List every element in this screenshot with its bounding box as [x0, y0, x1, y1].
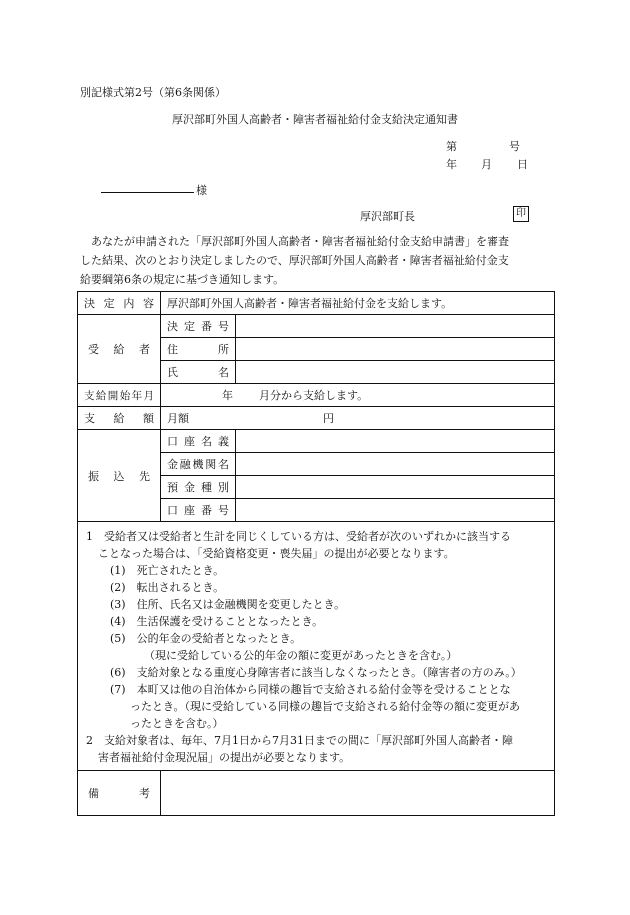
body-line: 給要綱第6条の規定に基づき通知します。	[80, 273, 285, 286]
amount-label: 支給額	[78, 407, 161, 430]
name-field[interactable]	[236, 361, 555, 384]
account-holder-label: 口座名義	[161, 430, 236, 453]
start-month-text: 月分から支給します。	[259, 389, 369, 402]
start-label: 支給開始年月	[78, 384, 161, 407]
body-line: した結果、次のとおり決定しましたので、厚沢部町外国人高齢者・障害者福祉給付金支	[80, 254, 509, 267]
form-label: 別記様式第2号（第6条関係）	[80, 86, 226, 99]
note-item: (1) 死亡されたとき。	[110, 564, 225, 577]
account-number-field[interactable]	[236, 499, 555, 522]
amount-value[interactable]	[161, 407, 555, 430]
start-year: 年	[222, 389, 233, 402]
date-day: 日	[517, 158, 528, 171]
notes-cell	[78, 522, 555, 771]
decision-label: 決定内容	[78, 292, 161, 315]
note-item: (6) 支給対象となる重度心身障害者に該当しなくなったとき。（障害者の方のみ。）	[110, 666, 522, 679]
note-item-line: ったとき。（現に受給している同様の趣旨で支給される給付金等の額に変更があ	[130, 700, 521, 713]
addressee-suffix: 様	[196, 184, 207, 197]
bank-name-field[interactable]	[236, 453, 555, 476]
document-title: 厚沢部町外国人高齢者・障害者福祉給付金支給決定通知書	[172, 113, 458, 126]
transfer-label: 振込先	[78, 430, 161, 522]
deposit-type-label: 預金種別	[161, 476, 236, 499]
seal-stamp: 印	[513, 206, 529, 222]
note-2-line: 害者福祉給付金現況届」の提出が必要となります。	[98, 751, 351, 764]
account-holder-field[interactable]	[236, 430, 555, 453]
note-item: (3) 住所、氏名又は金融機関を変更したとき。	[110, 598, 346, 611]
remarks-field[interactable]	[161, 771, 555, 816]
note-item-7	[86, 681, 546, 732]
note-item: (5) 公的年金の受給者となったとき。	[110, 632, 302, 645]
note-1-line: ことなった場合は、「受給資格変更・喪失届」の提出が必要となります。	[98, 547, 455, 560]
address-field[interactable]	[236, 338, 555, 361]
number-prefix: 第	[446, 140, 457, 153]
body-text	[80, 232, 550, 289]
note-item-sub: （現に受給している公的年金の額に変更があったときを含む。）	[144, 649, 458, 662]
date-year: 年	[446, 158, 457, 171]
remarks-label: 備考	[78, 771, 161, 816]
monthly-label: 月額	[167, 412, 189, 425]
decision-number-label: 決定番号	[161, 315, 236, 338]
name-label: 氏名	[161, 361, 236, 384]
issuer: 厚沢部町長	[360, 210, 415, 223]
deposit-type-field[interactable]	[236, 476, 555, 499]
start-value[interactable]	[161, 384, 555, 407]
bank-name-label: 金融機関名	[161, 453, 236, 476]
note-item: (4) 生活保護を受けることとなったとき。	[110, 615, 324, 628]
decision-table	[77, 291, 555, 816]
addressee-line	[101, 192, 194, 193]
yen-unit: 円	[323, 412, 334, 425]
note-item: (2) 転出されるとき。	[110, 581, 225, 594]
date-month: 月	[481, 158, 492, 171]
note-1	[86, 528, 546, 562]
number-suffix: 号	[509, 140, 520, 153]
decision-number-field[interactable]	[236, 315, 555, 338]
body-line: あなたが申請された「厚沢部町外国人高齢者・障害者福祉給付金支給申請書」を審査	[80, 235, 509, 248]
account-number-label: 口座番号	[161, 499, 236, 522]
note-item-line: ったときを含む。）	[130, 717, 224, 730]
note-item-line: (7) 本町又は他の自治体から同様の趣旨で支給される給付金等を受けることとな	[110, 683, 511, 696]
decision-value: 厚沢部町外国人高齢者・障害者福祉給付金を支給します。	[161, 292, 555, 315]
address-label: 住所	[161, 338, 236, 361]
note-1-line: 1 受給者又は受給者と生計を同じくしている方は、受給者が次のいずれかに該当する	[86, 530, 511, 543]
recipient-label: 受給者	[78, 315, 161, 384]
note-2	[86, 732, 546, 766]
note-2-line: 2 支給対象者は、毎年、7月1日から7月31日までの間に「厚沢部町外国人高齢者・障	[86, 734, 513, 747]
